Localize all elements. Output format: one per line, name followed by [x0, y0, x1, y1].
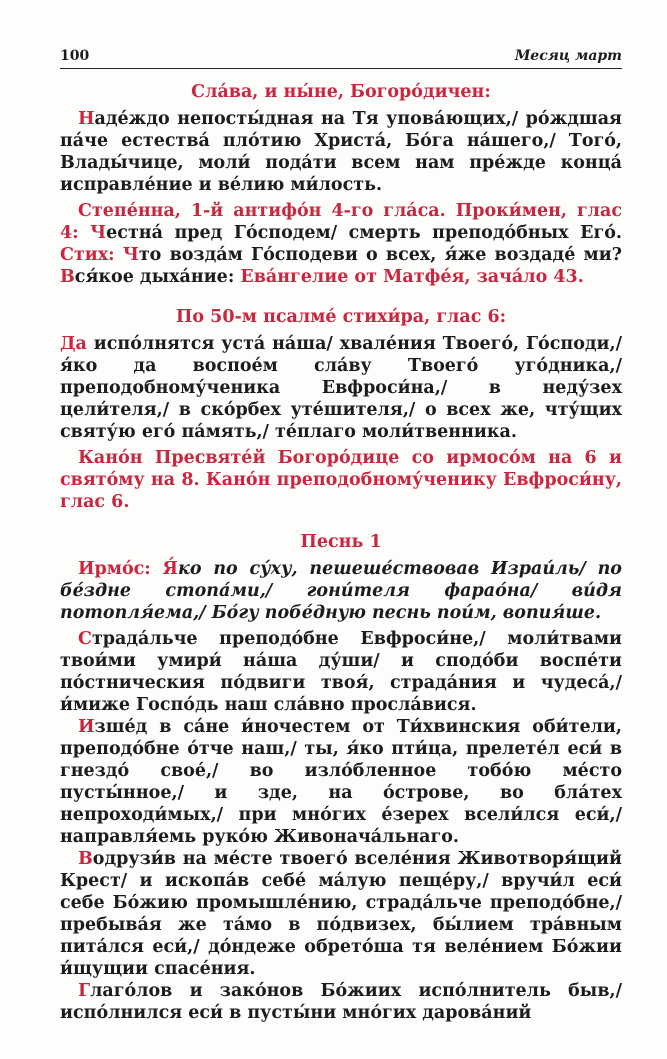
page-header — [60, 38, 622, 69]
paragraph-text: трада́льче преподо́бне Евфроси́не,/ моли́твами твои́ми умири́ на́ша ду́ши/ и сподо́би воспе́ти по́стническия по́двиги твоя́, страда́ния и чудеса́,/ и́миже Госпо́дь наш сла́вно просла́вися. — [60, 629, 622, 715]
troparion-2 — [60, 716, 622, 848]
paragraph-text: одрузи́в на ме́сте твоего́ вселе́ния Животворя́щий Крест/ и ископа́в себе́ ма́лую пеще́ру,/ вручи́л еси́ себе Бо́жию промышле́нию, страда́льче преподо́бне,/ пребыва́я же та́мо в по́двизех, бы́лием тра́вным пита́лся еси́,/ до́ндеже обрето́ша тя веле́нием Бо́жии и́щущии спасе́ния. — [60, 849, 622, 979]
paragraph-text: зше́д в са́не и́ночестем от Ти́хвинския оби́тели, преподо́бне о́тче наш,/ ты, я́ко пти́ца, прелете́л еси́ в гнездо́ свое́,/ во изло́бленное тобо́ю ме́сто пусты́нное,/ и зде, на о́строве, во бла́тех непроходи́мых,/ при мно́гих е́зерех всели́лся еси́,/ направля́емь руко́ю Живонача́льнаго. — [60, 717, 622, 847]
bogorodichen-paragraph — [60, 108, 622, 196]
psalm-heading: По 50-м псалме́ стихи́ра, глас 6: — [175, 307, 507, 327]
troparion-1 — [60, 628, 622, 716]
paragraph-text: естна́ пред Го́сподем/ смерть преподо́бных Его́. — [106, 223, 622, 243]
paragraph-text: аде́ждо непосты́дная на Тя упова́ющих,/ ро́ждшая па́че естества́ пло́тию Христа́, Бо́га на́шего,/ Того́, Влады́чице, моли́ пода́ти всем нам пре́жде конца́ исправле́ние и ве́лию ми́лость. — [60, 109, 622, 195]
slava-heading: Сла́ва, и ны́не, Богоро́дичен: — [191, 82, 491, 102]
drop-initial: И — [78, 717, 95, 737]
irmos-text: ко по су́ху, пешеше́ствовав Израи́ль/ по бе́здне стопа́ми,/ гони́теля фарао́на/ ви́дя потопля́ема,/ Бо́гу побе́дную песнь пои́м, вопия́ше. — [60, 559, 622, 623]
stichera-paragraph — [60, 333, 622, 443]
paragraph-text: то возда́м Го́сподеви о всех, я́же воздаде́ ми? — [138, 245, 622, 265]
paragraph-text: лаго́лов и зако́нов Бо́жиих испо́лнитель быв,/ испо́лнился еси́ в пусты́ни мно́гих дарова́ний — [60, 981, 622, 1023]
paragraph-text: испо́лнятся уста́ на́ша/ хвале́ния Твоего́, Го́споди,/ я́ко да воспое́м сла́ву Твоего́ уго́дника,/ преподобному́ченика Евфроси́на,/ в неду́зех цели́теля,/ в ско́рбех уте́шителя,/ о всех же, чту́щих святу́ю его́ па́мять,/ те́плаго моли́твенника. — [60, 334, 622, 442]
drop-initial: Г — [78, 981, 91, 1001]
stepenna-paragraph — [60, 200, 622, 288]
page — [60, 38, 622, 1024]
pesn-heading: Песнь 1 — [300, 532, 382, 552]
drop-initial: Да — [60, 334, 87, 354]
troparion-4 — [60, 980, 622, 1024]
rubric: Степе́нна, 1-й антифо́н 4-го гла́са. Проки́мен, глас 4: Ч — [60, 201, 622, 243]
page-number: 100 — [60, 48, 90, 64]
drop-initial: Н — [78, 109, 95, 129]
rubric: Стих: Ч — [60, 245, 139, 265]
rubric: В — [60, 267, 75, 287]
drop-initial: С — [78, 629, 92, 649]
paragraph-text: ся́кое дыха́ние: — [74, 267, 241, 287]
running-title: Месяц март — [514, 48, 622, 64]
kanon-rubric: Кано́н Пресвяте́й Богоро́дице со ирмосо́м на 6 и свято́му на 8. Кано́н преподобному́ченику Евфроси́ну, глас 6. — [60, 448, 622, 512]
troparion-3 — [60, 848, 622, 980]
irmos-paragraph — [60, 558, 622, 624]
drop-initial: В — [78, 849, 93, 869]
rubric: Ева́нгелие от Матфе́я, зача́ло 43. — [240, 267, 584, 287]
rubric: Ирмо́с: Я́ — [78, 559, 178, 579]
